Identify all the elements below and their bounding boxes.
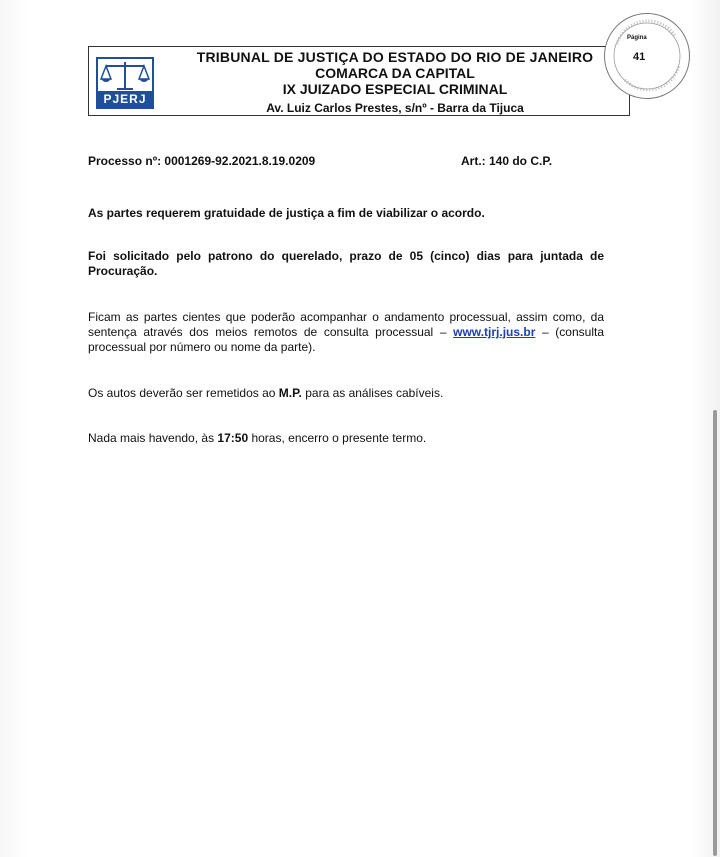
paragraph-consultation-text-a: Ficam as partes cientes que poderão acompanhar o andamento processual, assim como, da sentença através dos meios remotos de consulta processual –	[88, 310, 604, 339]
court-address: Av. Luiz Carlos Prestes, s/nº - Barra da Tijuca	[266, 101, 524, 115]
closing-time: 17:50	[217, 431, 249, 445]
paragraph-remit	[88, 386, 443, 401]
paragraph-consultation-text-b: – (consulta processual por número ou nome da parte).	[88, 325, 604, 354]
pjerj-logo	[96, 57, 154, 109]
logo-text: PJERJ	[98, 91, 152, 107]
paragraph-consultation	[88, 310, 604, 355]
paragraph-closing-text-c: horas, encerro o presente termo.	[248, 431, 427, 445]
scales-icon	[98, 59, 152, 91]
scrollbar[interactable]	[713, 410, 717, 856]
paragraph-remit-text-a: Os autos deverão ser remetidos ao	[88, 386, 279, 400]
paragraph-remit-mp: M.P.	[278, 386, 302, 400]
article: Art.: 140 do C.P.	[461, 154, 553, 168]
page-stamp	[604, 13, 690, 99]
stamp-ring-icon	[605, 14, 689, 98]
process-number: Processo nº: 0001269-92.2021.8.19.0209	[88, 154, 316, 168]
paragraph-gratuity: As partes requerem gratuidade de justiça a fim de viabilizar o acordo.	[88, 206, 485, 220]
court-division: IX JUIZADO ESPECIAL CRIMINAL	[282, 81, 508, 97]
stamp-label: Página	[627, 35, 647, 41]
paragraph-closing	[88, 431, 426, 446]
district-name: COMARCA DA CAPITAL	[315, 65, 475, 81]
paragraph-remit-text-c: para as análises cabíveis.	[301, 386, 444, 400]
tjrj-link[interactable]: www.tjrj.jus.br	[453, 325, 536, 339]
paragraph-deadline: Foi solicitado pelo patrono do querelado, prazo de 05 (cinco) dias para juntada de Procuração.	[88, 249, 604, 278]
stamp-page-number: 41	[633, 51, 646, 63]
paragraph-closing-text-a: Nada mais havendo, às	[88, 431, 218, 445]
court-name: TRIBUNAL DE JUSTIÇA DO ESTADO DO RIO DE JANEIRO	[196, 49, 594, 65]
